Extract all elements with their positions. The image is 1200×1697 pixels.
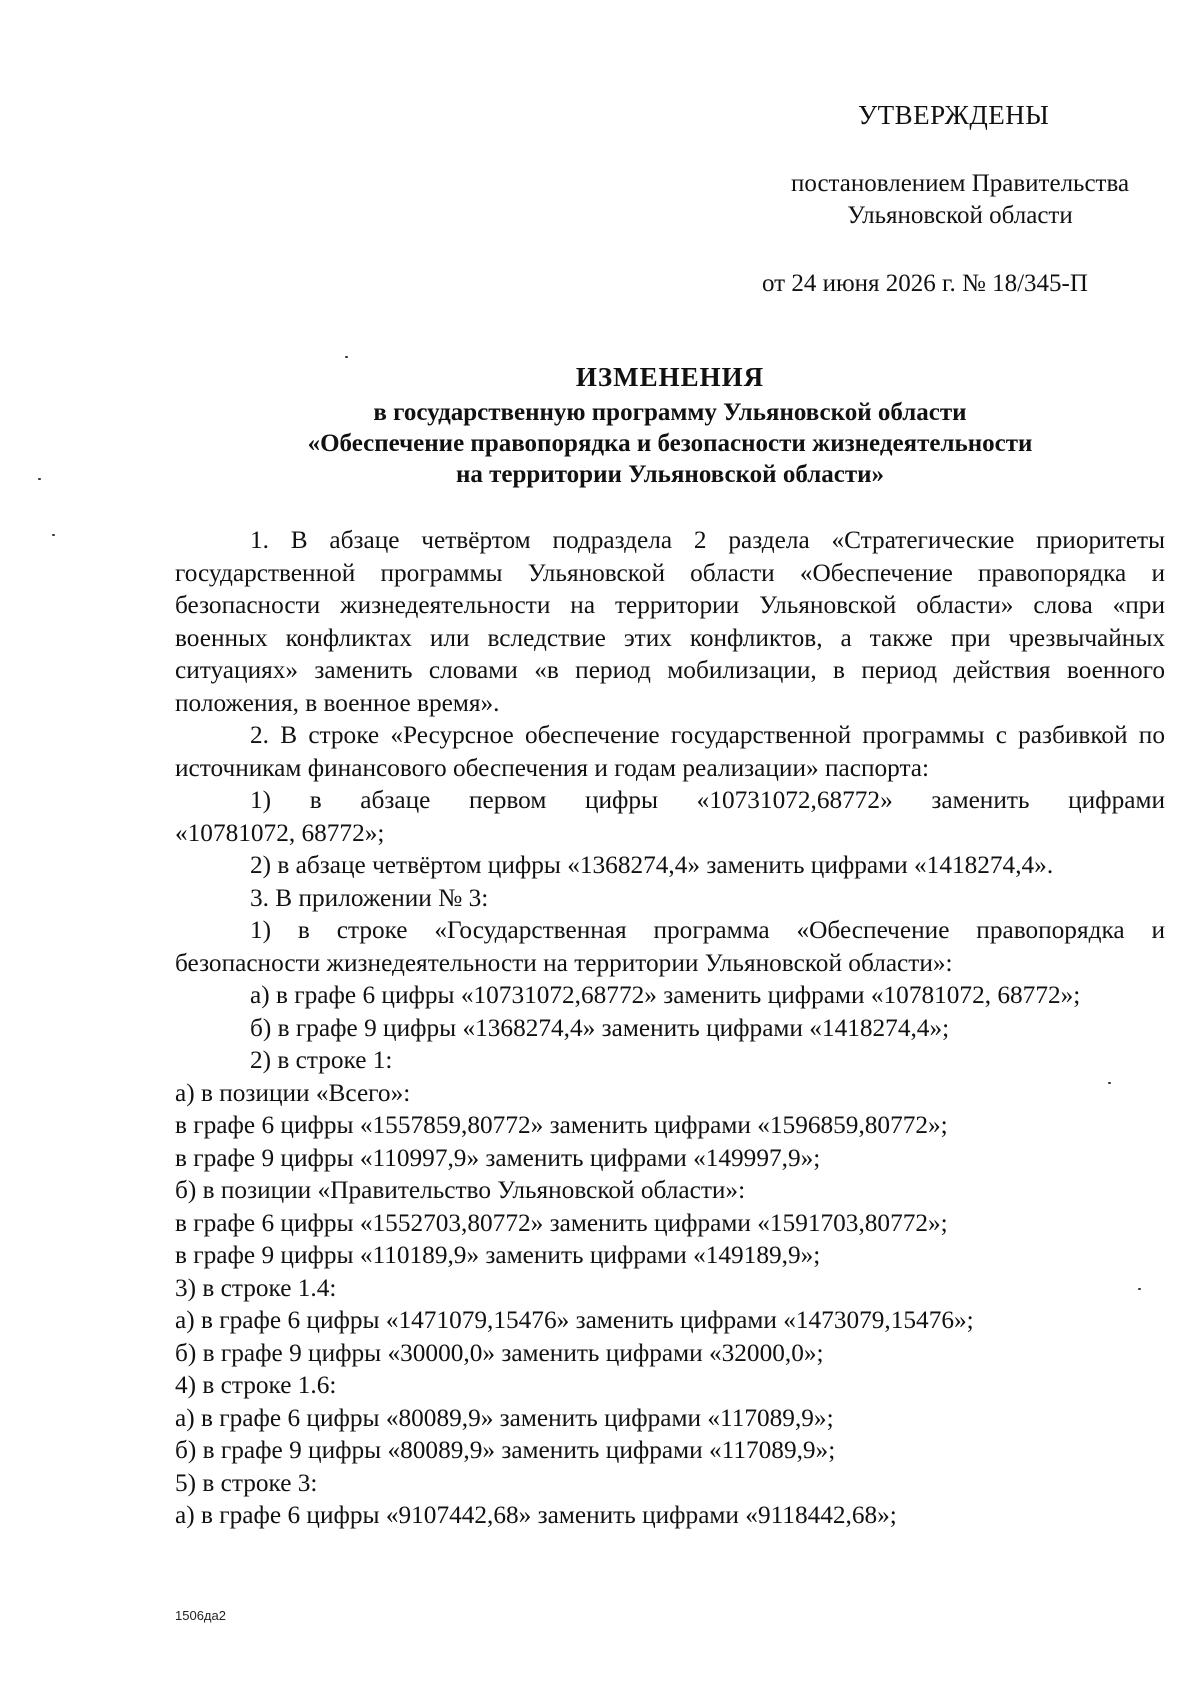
- paragraph-3-item-1a: а) в графе 6 цифры «10731072,68772» заменить цифрами «10781072, 68772»;: [250, 981, 1081, 1009]
- title-line-1: в государственную программу Ульяновской области: [373, 399, 967, 426]
- scan-speck: [1138, 1288, 1141, 1290]
- paragraph-3-item-5: 5) в строке 3:: [175, 1468, 318, 1497]
- paragraph-3-item-4: 4) в строке 1.6:: [175, 1371, 337, 1399]
- paragraph-2: 2. В строке «Ресурсное обеспечение государственной программы с разбивкой по источникам финансового обеспечения и годам реализации» паспорта:: [175, 721, 1165, 782]
- paragraph-3-item-2b: б) в позиции «Правительство Ульяновской области»:: [175, 1176, 746, 1204]
- paragraph-3-item-2b-line-1: в графе 6 цифры «1552703,80772» заменить цифрами «1591703,80772»;: [175, 1208, 948, 1237]
- scan-speck: [38, 478, 41, 480]
- document-title: [175, 362, 1165, 490]
- decree-reference: [760, 168, 1160, 232]
- title-line-2: «Обеспечение правопорядка и безопасности жизнедеятельности: [307, 430, 1033, 457]
- decree-date: от 24 июня 2026 г. № 18/345-П: [762, 270, 1088, 297]
- paragraph-3-item-3a: а) в графе 6 цифры «1471079,15476» заменить цифрами «1473079,15476»;: [175, 1306, 974, 1334]
- scan-speck: [345, 356, 348, 358]
- paragraph-3-item-5a: а) в графе 6 цифры «9107442,68» заменить цифрами «9118442,68»;: [175, 1501, 897, 1529]
- paragraph-3-item-4b: б) в графе 9 цифры «80089,9» заменить цифрами «117089,9»;: [175, 1436, 836, 1464]
- paragraph-2-item-1-continued: «10781072, 68772»;: [175, 818, 385, 847]
- scan-speck: [1108, 1082, 1111, 1084]
- paragraph-3-item-2a: а) в позиции «Всего»:: [175, 1078, 411, 1107]
- approval-stamp-text: УТВЕРЖДЕНЫ: [858, 100, 1050, 130]
- paragraph-3-item-3b: б) в графе 9 цифры «30000,0» заменить цифрами «32000,0»;: [175, 1338, 824, 1367]
- title-main: ИЗМЕНЕНИЯ: [575, 362, 765, 392]
- title-line-3: на территории Ульяновской области»: [455, 461, 885, 488]
- paragraph-3-item-1b: б) в графе 9 цифры «1368274,4» заменить цифрами «1418274,4»;: [250, 1013, 950, 1042]
- paragraph-3-item-1: 1) в строке «Государственная программа «Обеспечение правопорядка и безопасности жизнедеятельности на территории Ульяновской области»:: [175, 916, 1165, 977]
- decree-line-2: Ульяновской области: [847, 202, 1073, 229]
- paragraph-3-item-2: 2) в строке 1:: [250, 1046, 393, 1074]
- paragraph-3-item-2a-line-1: в графе 6 цифры «1557859,80772» заменить цифрами «1596859,80772»;: [175, 1111, 948, 1139]
- paragraph-2-item-2: 2) в абзаце четвёртом цифры «1368274,4» заменить цифрами «1418274,4».: [250, 851, 1054, 879]
- paragraph-3-item-4a: а) в графе 6 цифры «80089,9» заменить цифрами «117089,9»;: [175, 1403, 834, 1432]
- document-body: [175, 524, 1165, 1532]
- paragraph-3-item-2a-line-2: в графе 9 цифры «110997,9» заменить цифрами «149997,9»;: [175, 1143, 821, 1172]
- paragraph-1: 1. В абзаце четвёртом подраздела 2 раздела «Стратегические приоритеты государственной программы Ульяновской области «Обеспечение правопорядка и безопасности жизнедеятельности на территории Ульяновской области» слова «при военных конфликтах или вследствие этих конфликтов, а также при чрезвычайных ситуациях» заменить словами «в период мобилизации, в период действия военного положения, в военное время».: [175, 526, 1165, 717]
- paragraph-3-item-2b-line-2: в графе 9 цифры «110189,9» заменить цифрами «149189,9»;: [175, 1241, 821, 1269]
- paragraph-3-item-3: 3) в строке 1.4:: [175, 1273, 337, 1302]
- document-code: 1506да2: [175, 1608, 226, 1623]
- decree-line-1: постановлением Правительства: [790, 170, 1130, 197]
- paragraph-3: 3. В приложении № 3:: [250, 883, 489, 912]
- paragraph-2-item-1: 1) в абзаце первом цифры «10731072,68772» заменить цифрами: [250, 786, 1165, 814]
- scan-speck: [52, 534, 55, 536]
